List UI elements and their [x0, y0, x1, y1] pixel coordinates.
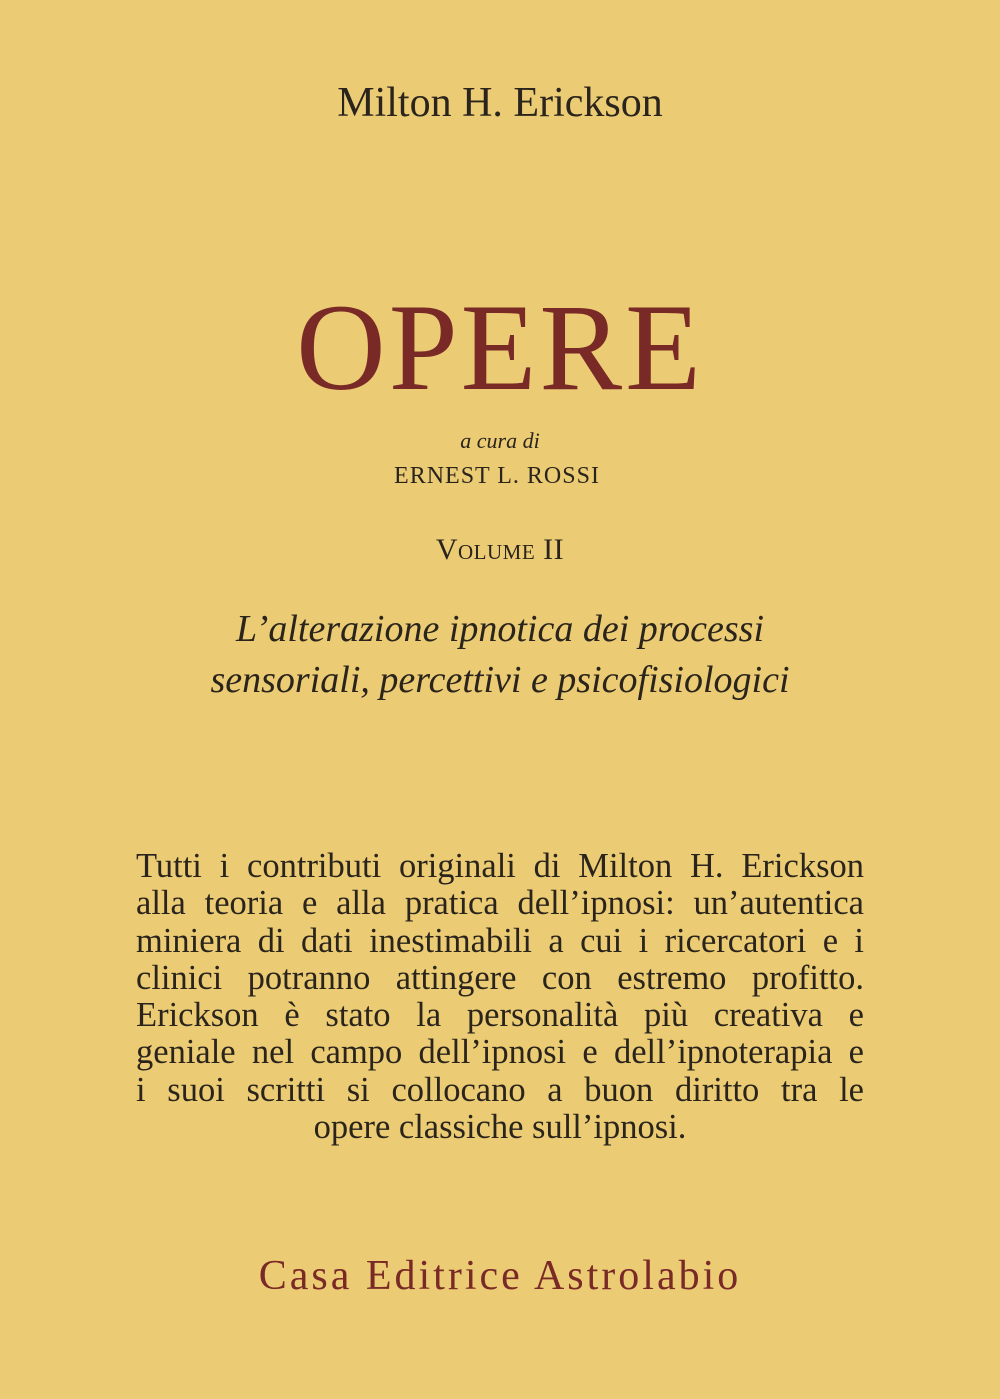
book-subtitle: [0, 604, 1000, 706]
book-title: OPERE: [296, 279, 704, 416]
publisher-name: Casa Editrice Astrolabio: [258, 1253, 742, 1299]
editor-name: ERNEST L. ROSSI: [394, 463, 600, 489]
blurb-line: geniale nel campo dell’ipnosi e dell’ipnoterapia e: [136, 1033, 864, 1072]
subtitle-line: sensoriali, percettivi e psicofisiologici: [210, 659, 790, 701]
blurb-text: [136, 848, 864, 1146]
blurb-line: clinici potranno attingere con estremo profitto.: [136, 958, 864, 997]
blurb-line: Tutti i contributi originali di Milton H. Erickson: [136, 847, 864, 885]
blurb-line: Erickson è stato la personalità più creativa e: [136, 996, 864, 1035]
blurb-line: opere classiche sull’ipnosi.: [313, 1108, 687, 1147]
author-name: Milton H. Erickson: [337, 80, 663, 126]
blurb-line: alla teoria e alla pratica dell’ipnosi: un’autentica: [136, 884, 864, 923]
blurb-line: miniera di dati inestimabili a cui i ricercatori e i: [136, 921, 864, 960]
editor-label: a cura di: [460, 428, 540, 453]
blurb-line: i suoi scritti si collocano a buon diritto tra le: [136, 1070, 864, 1109]
subtitle-line: L’alterazione ipnotica dei processi: [235, 608, 765, 650]
volume-label: Volume II: [435, 533, 565, 566]
